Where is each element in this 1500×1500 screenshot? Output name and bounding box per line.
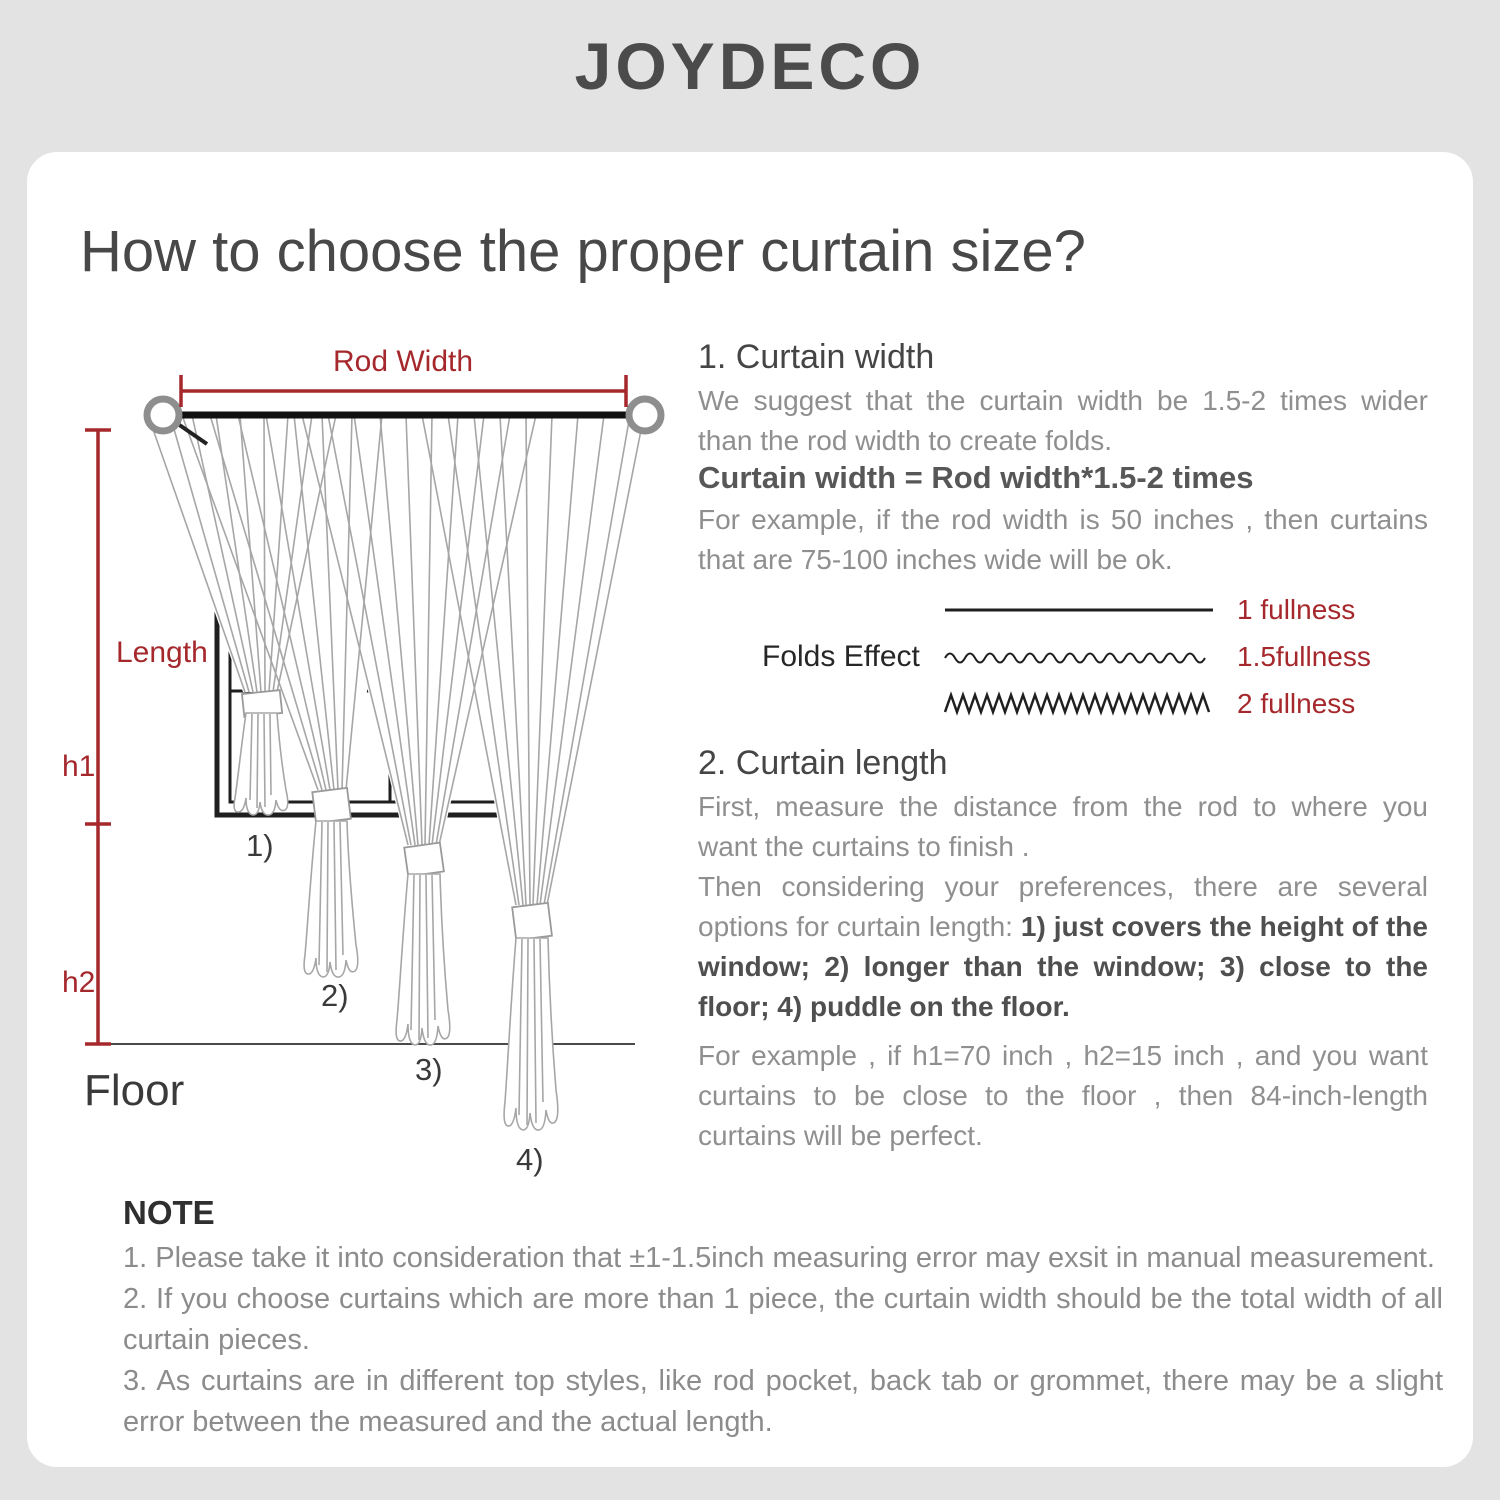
note-item-1: 1. Please take it into consideration that ±1-1.5inch measuring error may exsit in manual measurement.	[123, 1242, 1435, 1274]
length-measure-line	[85, 430, 111, 1044]
rod-width-label: Rod Width	[332, 345, 474, 378]
section2-paragraph-2	[698, 867, 1428, 1027]
note-list	[123, 1238, 1443, 1443]
option-marker-2: 2)	[321, 978, 349, 1013]
fullness-legend-2: 1.5fullness	[1237, 641, 1371, 672]
page-title: How to choose the proper curtain size?	[80, 219, 1086, 284]
section1-paragraph-1: We suggest that the curtain width be 1.5-2 times wider than the rod width to create folds.	[698, 385, 1428, 456]
fullness-legend-3: 2 fullness	[1237, 688, 1356, 719]
section1-heading: 1. Curtain width	[698, 338, 935, 376]
brand-logo: JOYDECO	[574, 29, 926, 103]
wavy-line-icon	[945, 654, 1205, 663]
section2-paragraph-2-bold: 1) just covers the height of the window; 2) longer than the window; 3) close to the floor; 4) puddle on the floor.	[698, 911, 1428, 1022]
left-finial	[147, 399, 179, 431]
floor-label: Floor	[84, 1066, 185, 1115]
folds-effect-lines	[938, 592, 1223, 722]
curtain-diagram-graphic	[40, 330, 700, 1190]
h2-label: h2	[62, 966, 96, 999]
h1-label: h1	[62, 750, 96, 783]
section1-paragraph-2: For example, if the rod width is 50 inches , then curtains that are 75-100 inches wide will be ok.	[698, 504, 1428, 575]
option-marker-1: 1)	[246, 828, 274, 863]
option-marker-4: 4)	[516, 1142, 544, 1177]
note-item-3: 3. As curtains are in different top styles, like rod pocket, back tab or grommet, there may be a slight error between the measured and the actual length.	[123, 1365, 1443, 1438]
folds-effect-label: Folds Effect	[762, 640, 920, 673]
length-label: Length	[116, 636, 208, 669]
section2-text	[698, 787, 1428, 1027]
note-item-2: 2. If you choose curtains which are more than 1 piece, the curtain width should be the total width of all curtain pieces.	[123, 1283, 1443, 1356]
right-finial	[629, 399, 661, 431]
note-heading: NOTE	[123, 1194, 215, 1231]
section2-paragraph-2-normal: Then considering your preferences, there are several options for curtain length:	[698, 871, 1428, 942]
fullness-legend-1: 1 fullness	[1237, 594, 1356, 625]
section2-paragraph-1: First, measure the distance from the rod to where you want the curtains to finish .	[698, 791, 1428, 862]
curtain-width-formula: Curtain width = Rod width*1.5-2 times	[698, 460, 1254, 495]
section2-paragraph-3: For example , if h1=70 inch , h2=15 inch , and you want curtains to be close to the floor , then 84-inch-length curtains will be perfect.	[698, 1040, 1428, 1151]
option-marker-3: 3)	[415, 1052, 443, 1087]
curtain-panels	[145, 415, 645, 905]
section2-heading: 2. Curtain length	[698, 744, 948, 782]
rod-width-measure-line	[181, 375, 626, 407]
zigzag-line-icon	[945, 695, 1209, 712]
